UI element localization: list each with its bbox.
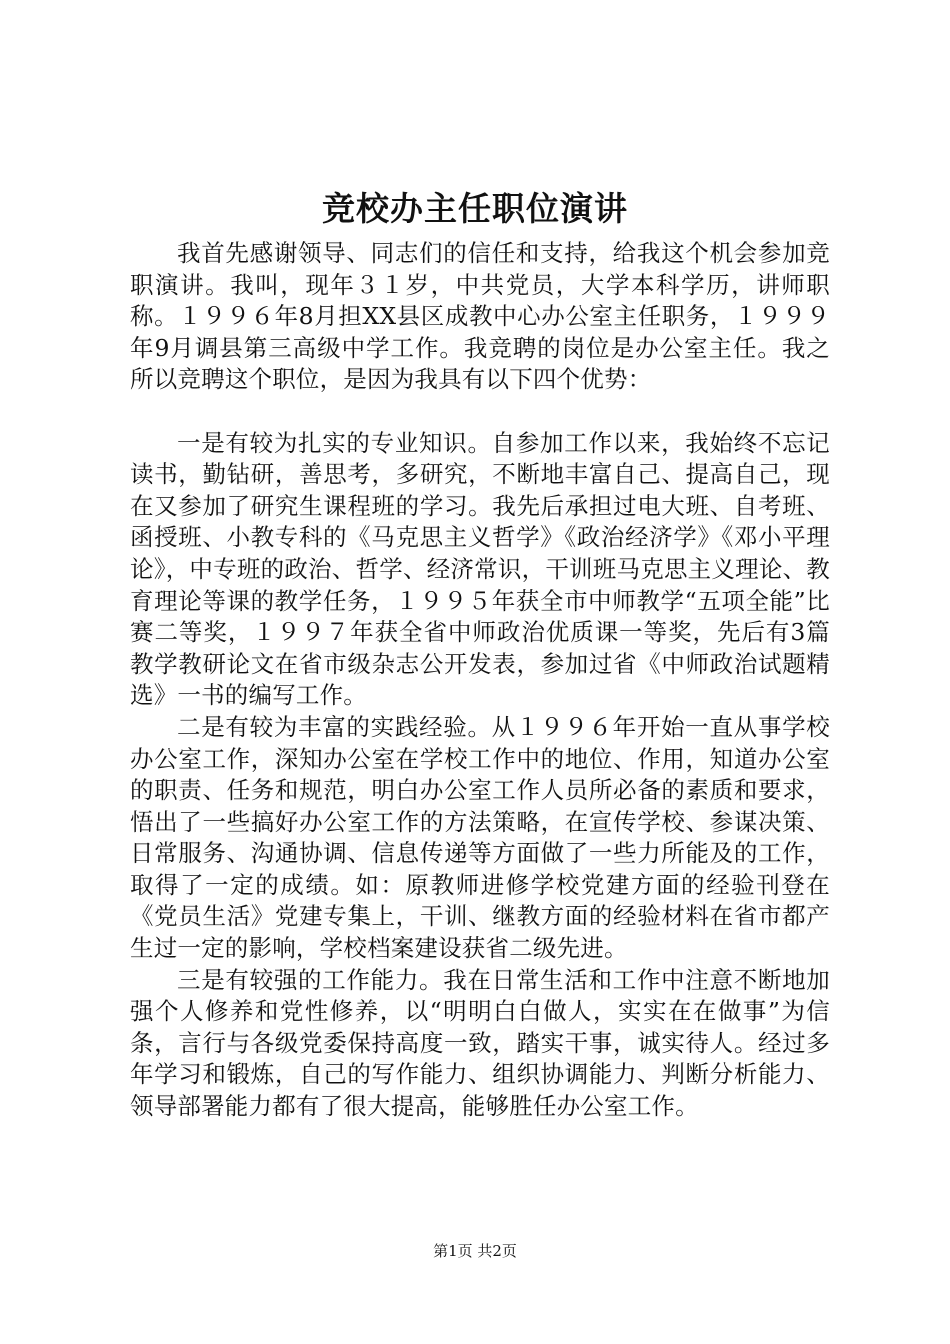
document-body: [130, 238, 830, 1123]
page-footer: 第1页 共2页: [433, 1242, 517, 1260]
document-title: 竞校办主任职位演讲: [322, 189, 628, 228]
paragraph-ability: 三是有较强的工作能力。我在日常生活和工作中注意不断地加强个人修养和党性修养，以“明明白白做人，实实在在做事”为信条，言行与各级党委保持高度一致，踏实干事，诚实待人。经过多年学习和锻炼，自己的写作能力、组织协调能力、判断分析能力、领导部署能力都有了很大提高，能够胜任办公室工作。: [130, 965, 830, 1121]
paragraph-knowledge: 一是有较为扎实的专业知识。自参加工作以来，我始终不忘记读书，勤钻研，善思考，多研究，不断地丰富自己、提高自己，现在又参加了研究生课程班的学习。我先后承担过电大班、自考班、函授班、小教专科的《马克思主义哲学》《政治经济学》《邓小平理论》，中专班的政治、哲学、经济常识，干训班马克思主义理论、教育理论等课的教学任务，１９９５年获全市中师教学“五项全能”比赛二等奖，１９９７年获全省中师政治优质课一等奖，先后有3篇教学教研论文在省市级杂志公开发表，参加过省《中师政治试题精选》一书的编写工作。: [130, 428, 830, 710]
paragraph-experience: 二是有较为丰富的实践经验。从１９９６年开始一直从事学校办公室工作，深知办公室在学校工作中的地位、作用，知道办公室的职责、任务和规范，明白办公室工作人员所必备的素质和要求，悟出了一些搞好办公室工作的方法策略，在宣传学校、参谋决策、日常服务、沟通协调、信息传递等方面做了一些力所能及的工作，取得了一定的成绩。如：原教师进修学校党建方面的经验刊登在《党员生活》党建专集上，干训、继教方面的经验材料在省市都产生过一定的影响，学校档案建设获省二级先进。: [130, 712, 830, 963]
paragraph-intro: 我首先感谢领导、同志们的信任和支持，给我这个机会参加竞职演讲。我叫，现年３１岁，中共党员，大学本科学历，讲师职称。１９９６年8月担XX县区成教中心办公室主任职务，１９９９年9月调县第三高级中学工作。我竞聘的岗位是办公室主任。我之所以竞聘这个职位，是因为我具有以下四个优势：: [130, 239, 830, 394]
paragraph-spacer: [130, 396, 830, 428]
